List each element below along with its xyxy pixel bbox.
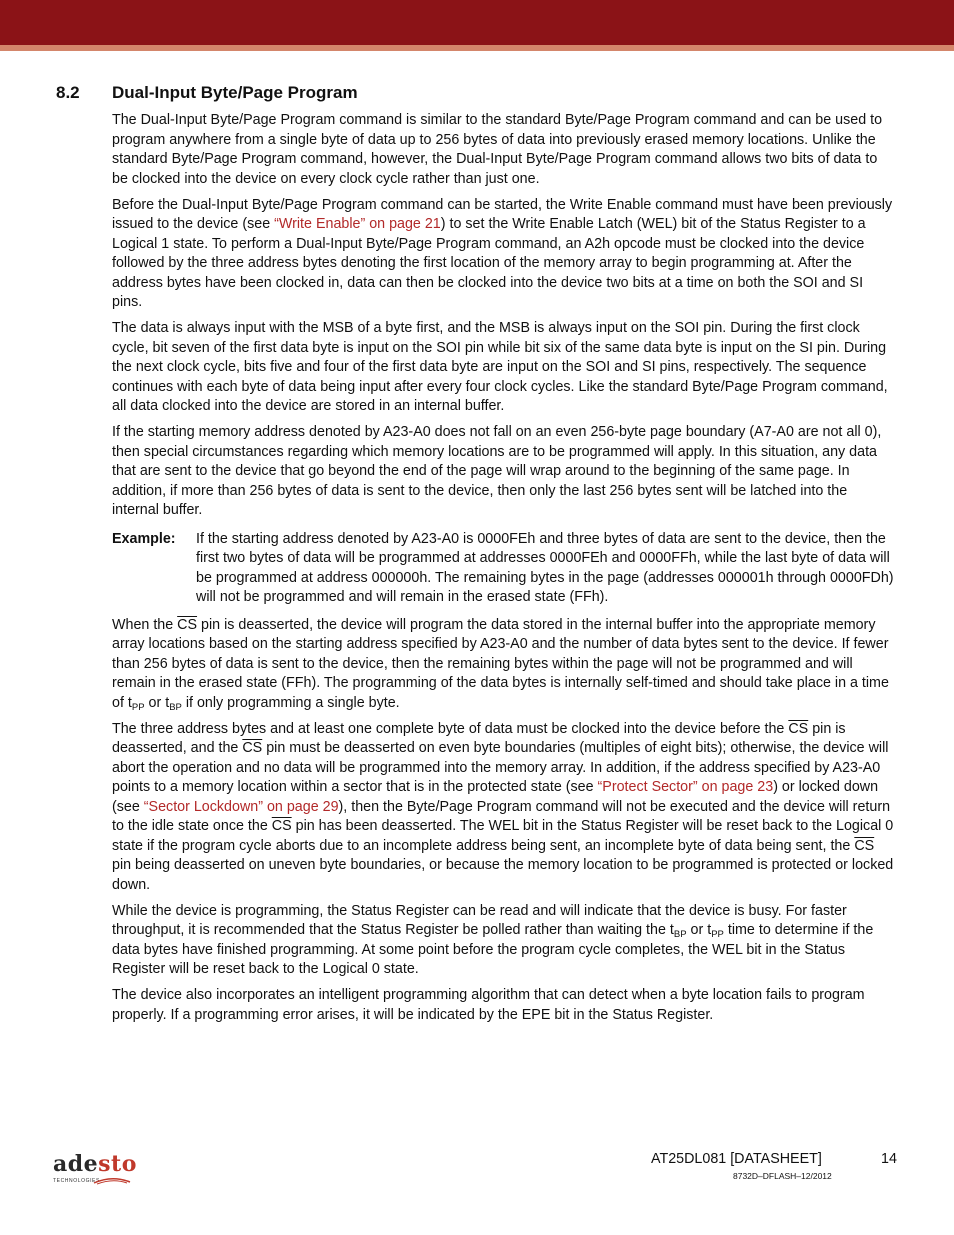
- section-title: Dual-Input Byte/Page Program: [112, 83, 358, 102]
- example-text: If the starting address denoted by A23-A0 is 0000FEh and three bytes of data are sent to the device, then the first two bytes of data will be programmed at addresses 0000FEh and 0000FFh, while the last byte of data will be programmed at address 000000h. The remaining bytes in the page (addresses 000001h through 0000FDh) will not be programmed and will remain in the erased state (FFh).: [196, 530, 894, 605]
- cs-signal: $\overline{CS}$: [242, 740, 263, 756]
- cs-signal: $\overline{CS}$: [854, 837, 875, 854]
- paragraph-write-enable: [112, 196, 896, 313]
- text: or t: [144, 694, 170, 711]
- cs-signal: $\overline{CS}$: [788, 720, 809, 737]
- link-write-enable[interactable]: “Write Enable” on page 21: [274, 216, 441, 232]
- text: if only programming a single byte.: [181, 694, 400, 711]
- text: While the device is programming, the Status Register can be read and will indicate that the device is busy. For faster throughput, it is recommended that the Status Register be polled rather than waiting the t: [112, 902, 847, 938]
- link-sector-lockdown[interactable]: “Sector Lockdown” on page 29: [143, 798, 339, 815]
- text: time to determine if the data bytes have finished programming. At some point before the program cycle completes, the WEL bit in the Status Register will be reset back to the Logical 0 state.: [112, 922, 874, 977]
- text: When the: [112, 616, 178, 633]
- paragraph-address-bytes: [112, 720, 896, 896]
- body-content: [112, 111, 896, 1032]
- link-protect-sector[interactable]: “Protect Sector” on page 23: [597, 779, 774, 795]
- paragraph-cs-deasserted: [112, 616, 896, 714]
- cs-signal: $\overline{CS}$: [177, 616, 198, 633]
- paragraph-msb: The data is always input with the MSB of a byte first, and the MSB is always input on the SOI pin. During the first clock cycle, bit seven of the first data byte is input on the SOI pin while bit six of the same data byte is input on the SI pin. During the next clock cycle, bits five and four of the first data byte are input on the SOI and SI pins, respectively. The sequence continues with each byte of data being input after every four clock cycles. Like the standard Byte/Page Program command, all data clocked into the device are stored in an internal buffer.: [112, 320, 888, 414]
- text: The three address bytes and at least one complete byte of data must be clocked into the device before the: [112, 720, 789, 737]
- text: pin is deasserted, and the: [112, 720, 846, 756]
- text: ) or locked down (see: [112, 779, 879, 815]
- cs-signal: $\overline{CS}$: [271, 818, 292, 834]
- footer-doc-code: 8732D–DFLASH–12/2012: [733, 1171, 832, 1181]
- example-label: Example:: [112, 530, 176, 547]
- logo-main: ade: [53, 1151, 99, 1177]
- adesto-logo: [53, 1153, 135, 1189]
- text: pin is deasserted, the device will program the data stored in the internal buffer into the appropriate memory array locations based on the starting address specified by A23-A0 and the number of data bytes sent to the device. If fewer than 256 bytes of data is sent to the device, then the remaining bytes within the page will not be programmed and will remain in the erased state (FFh). The programming of the data bytes is internally self-timed and should take place in a time of t: [112, 616, 889, 711]
- header-stripe: [0, 45, 954, 51]
- subscript: BP: [169, 701, 182, 713]
- section-number: 8.2: [56, 83, 80, 102]
- text: or t: [686, 922, 712, 938]
- text: ) to set the Write Enable Latch (WEL) bit of the Status Register to a Logical 1 state. To perform a Dual-Input Byte/Page Program command, an A2h opcode must be clocked into the device followed by the three address bytes denoting the first location of the memory array to begin programming at. After the address bytes have been clocked in, data can then be clocked into the device two bits at a time on both the SOI and SI pins.: [112, 216, 866, 310]
- text: pin has been deasserted. The WEL bit in the Status Register will be reset back to the Logical 0 state if the program cycle aborts due to an incomplete address being sent, an incomplete byte of data being sent, the: [112, 818, 894, 854]
- subscript: PP: [131, 701, 145, 713]
- text: ), then the Byte/Page Program command will not be executed and the device will return to the idle state once the: [112, 798, 891, 834]
- paragraph-algorithm: The device also incorporates an intelligent programming algorithm that can detect when a byte location fails to program properly. If a programming error arises, it will be indicated by the EPE bit in the Status Register.: [112, 987, 865, 1023]
- subscript: BP: [673, 929, 687, 940]
- footer-page-number: 14: [881, 1151, 897, 1167]
- paragraph-page-boundary: If the starting memory address denoted by A23-A0 does not fall on an even 256-byte page boundary (A7-A0 are not all 0), then special circumstances regarding which memory locations are to be programmed will apply. In this situation, any data that are sent to the device that go beyond the end of the page will wrap around to the beginning of the same page. In addition, if more than 256 bytes of data is sent to the device, then only the last 256 bytes sent will be latched into the internal buffer.: [112, 424, 882, 518]
- text: pin must be deasserted on even byte boundaries (multiples of eight bits); otherwise, the device will abort the operation and no data will be programmed into the memory array. In addition, if the address specified by A23-A0 points to a memory location within a sector that is in the protected state (see: [112, 740, 889, 795]
- example-block: [112, 530, 896, 608]
- logo-subtitle: TECHNOLOGIES: [53, 1178, 100, 1184]
- subscript: PP: [711, 929, 724, 940]
- logo-accent: sto: [98, 1151, 137, 1177]
- logo-wordmark: [53, 1153, 135, 1175]
- paragraph-intro: The Dual-Input Byte/Page Program command is similar to the standard Byte/Page Program command and can be used to program anywhere from a single byte of data up to 256 bytes of data into previously erased memory locations. Unlike the standard Byte/Page Program command, however, the Dual-Input Byte/Page Program command allows two bits of data to be clocked into the device on every clock cycle rather than just one.: [112, 112, 883, 187]
- section-heading: [56, 83, 358, 103]
- logo-swoosh-icon: [93, 1177, 131, 1185]
- text: Before the Dual-Input Byte/Page Program command can be started, the Write Enable command must have been previously issued to the device (see: [112, 196, 893, 232]
- paragraph-status-polling: [112, 902, 896, 980]
- text: pin being deasserted on uneven byte boundaries, or because the memory location to be programmed is protected or locked down.: [112, 857, 894, 893]
- footer-doc-title: AT25DL081 [DATASHEET]: [651, 1151, 822, 1167]
- header-bar: [0, 0, 954, 45]
